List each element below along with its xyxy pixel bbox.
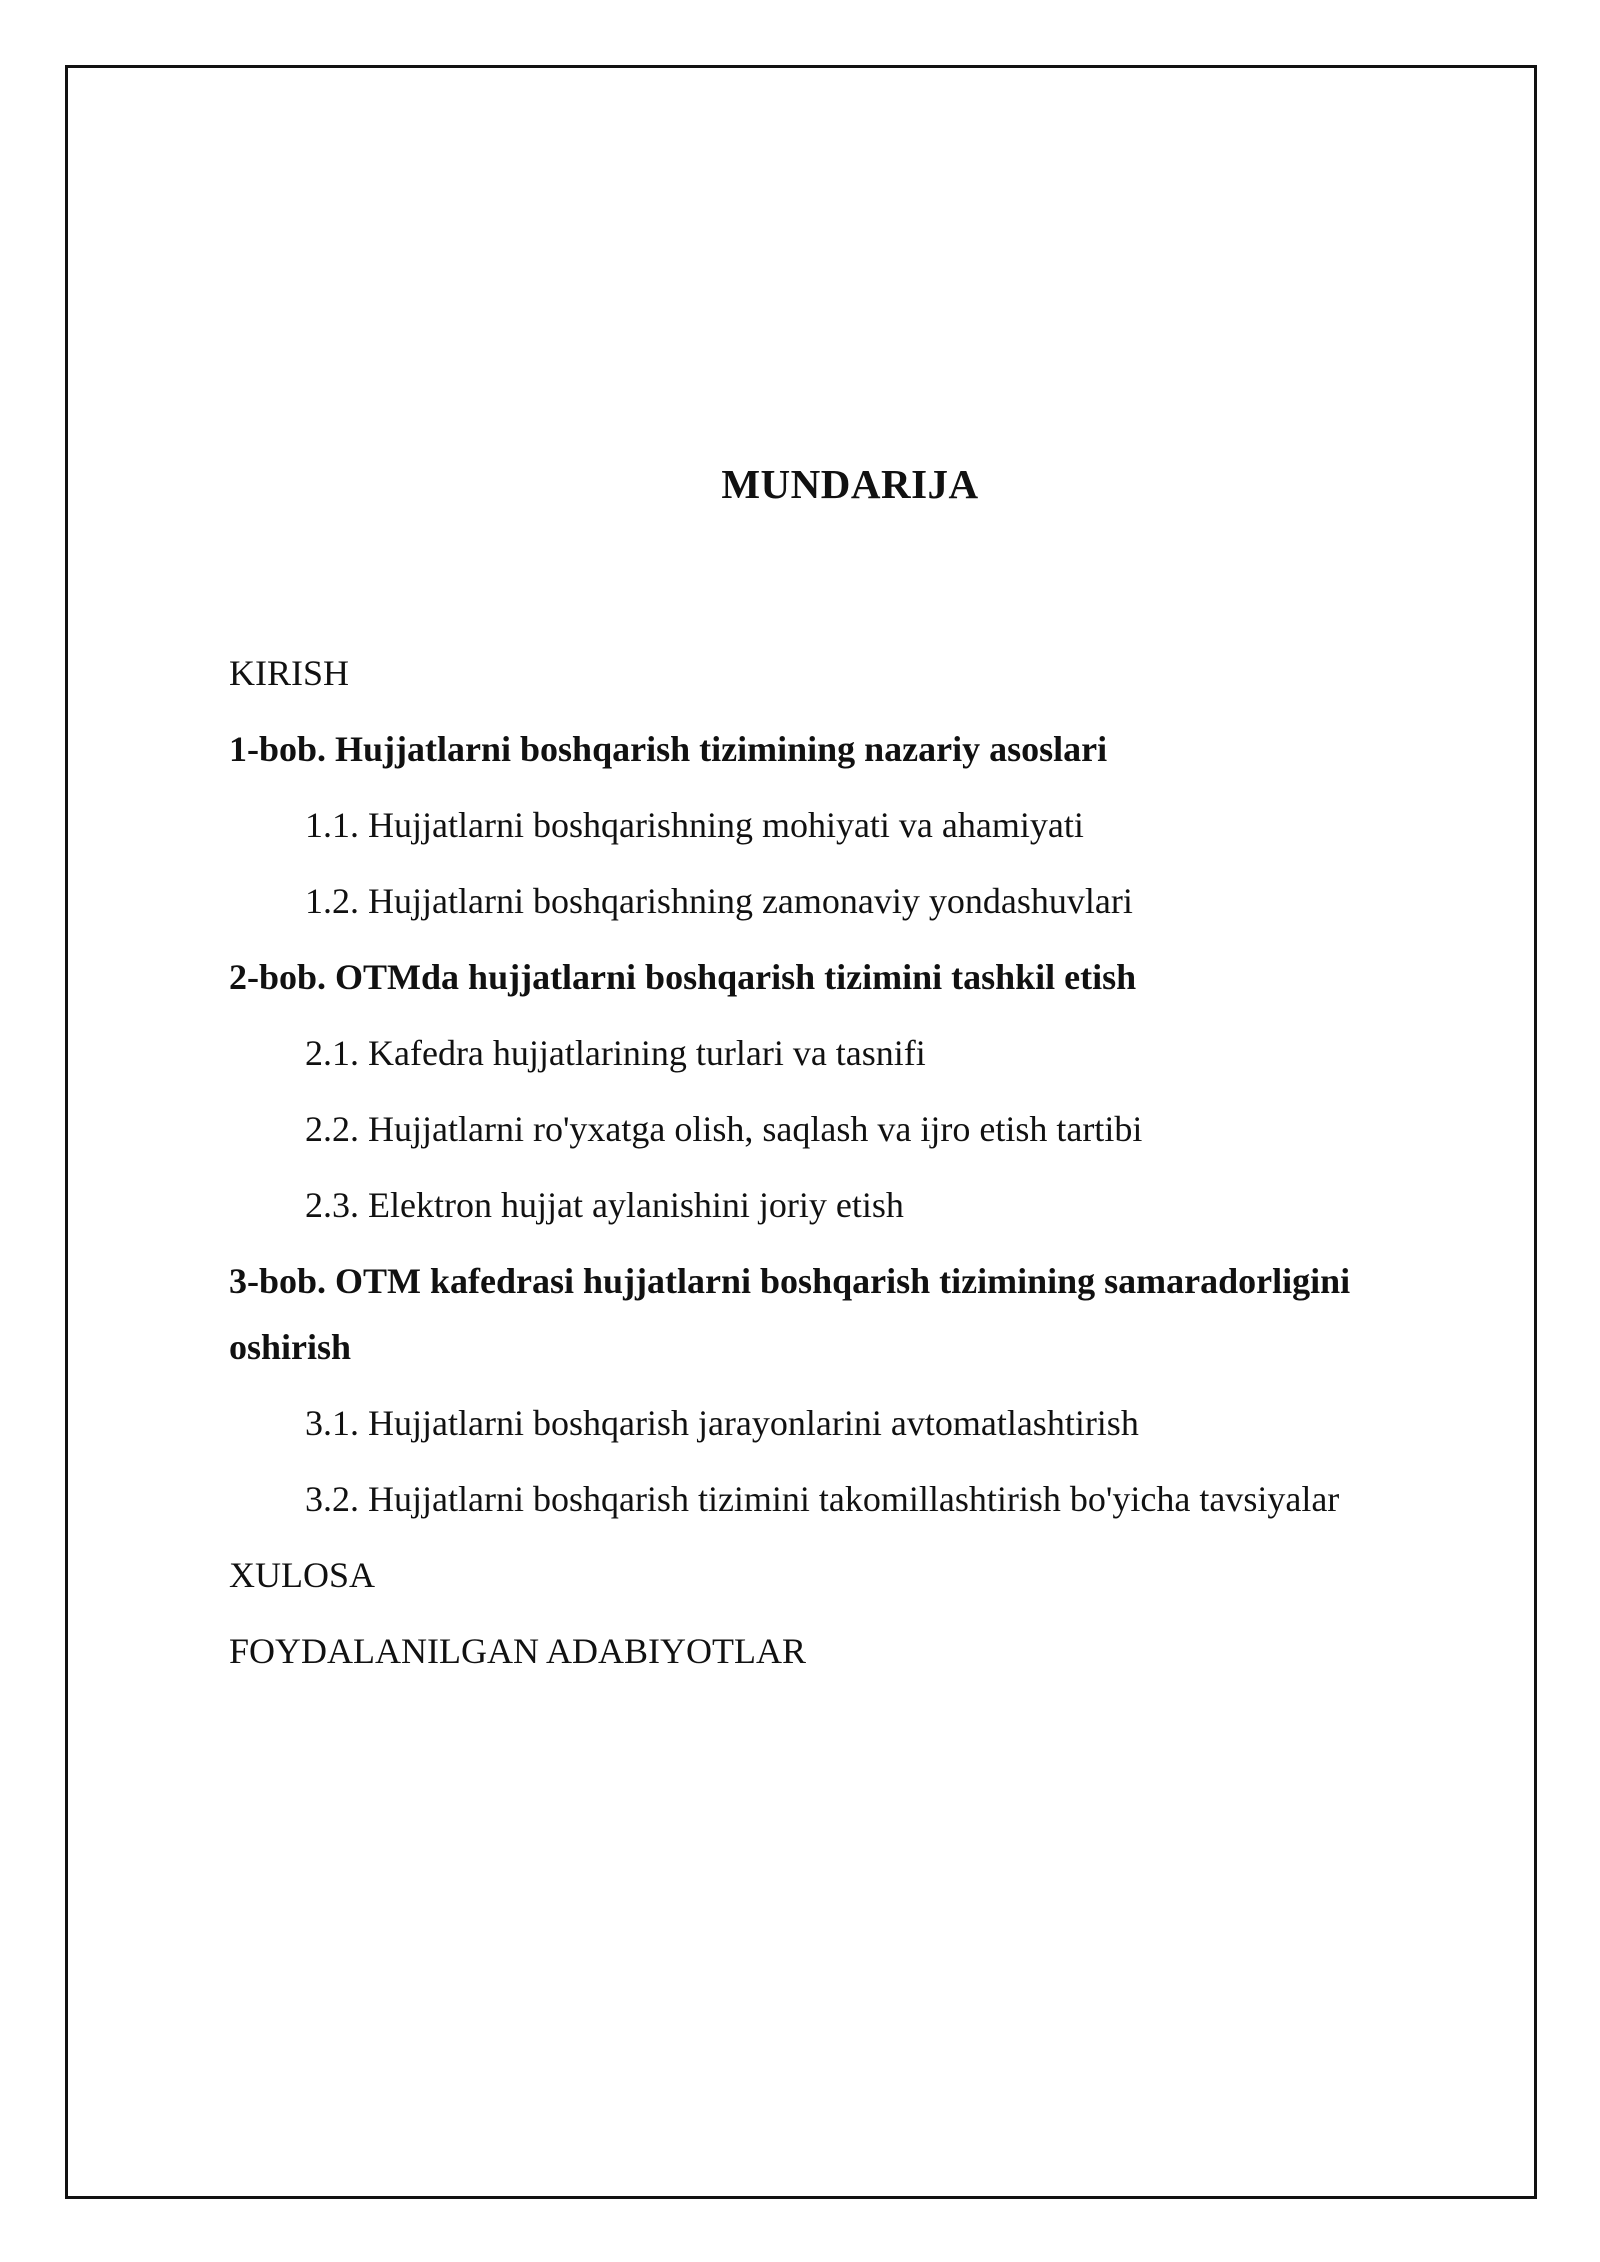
toc-section-2-3: 2.3. Elektron hujjat aylanishini joriy etish bbox=[305, 1185, 904, 1225]
toc-chapter-3: 3-bob. OTM kafedrasi hujjatlarni boshqarish tizimining samaradorligini oshirish bbox=[229, 1261, 1351, 1367]
toc-section-2-1: 2.1. Kafedra hujjatlarining turlari va tasnifi bbox=[305, 1033, 926, 1073]
toc-section-3-2: 3.2. Hujjatlarni boshqarish tizimini takomillashtirish bo'yicha tavsiyalar bbox=[305, 1479, 1340, 1519]
toc-section-2-2: 2.2. Hujjatlarni ro'yxatga olish, saqlash va ijro etish tartibi bbox=[305, 1109, 1143, 1149]
toc-entry-intro: KIRISH bbox=[229, 653, 350, 693]
toc-section-1-2: 1.2. Hujjatlarni boshqarishning zamonaviy yondashuvlari bbox=[305, 881, 1133, 921]
table-of-contents bbox=[229, 640, 1459, 1694]
toc-section-3-1: 3.1. Hujjatlarni boshqarish jarayonlarini avtomatlashtirish bbox=[305, 1403, 1139, 1443]
toc-entry-conclusion: XULOSA bbox=[229, 1555, 376, 1595]
toc-section-1-1: 1.1. Hujjatlarni boshqarishning mohiyati va ahamiyati bbox=[305, 805, 1084, 845]
toc-entry-references: FOYDALANILGAN ADABIYOTLAR bbox=[229, 1631, 806, 1671]
toc-chapter-2: 2-bob. OTMda hujjatlarni boshqarish tizimini tashkil etish bbox=[229, 957, 1137, 997]
page-title: MUNDARIJA bbox=[721, 461, 979, 507]
toc-chapter-1: 1-bob. Hujjatlarni boshqarish tizimining nazariy asoslari bbox=[229, 729, 1108, 769]
